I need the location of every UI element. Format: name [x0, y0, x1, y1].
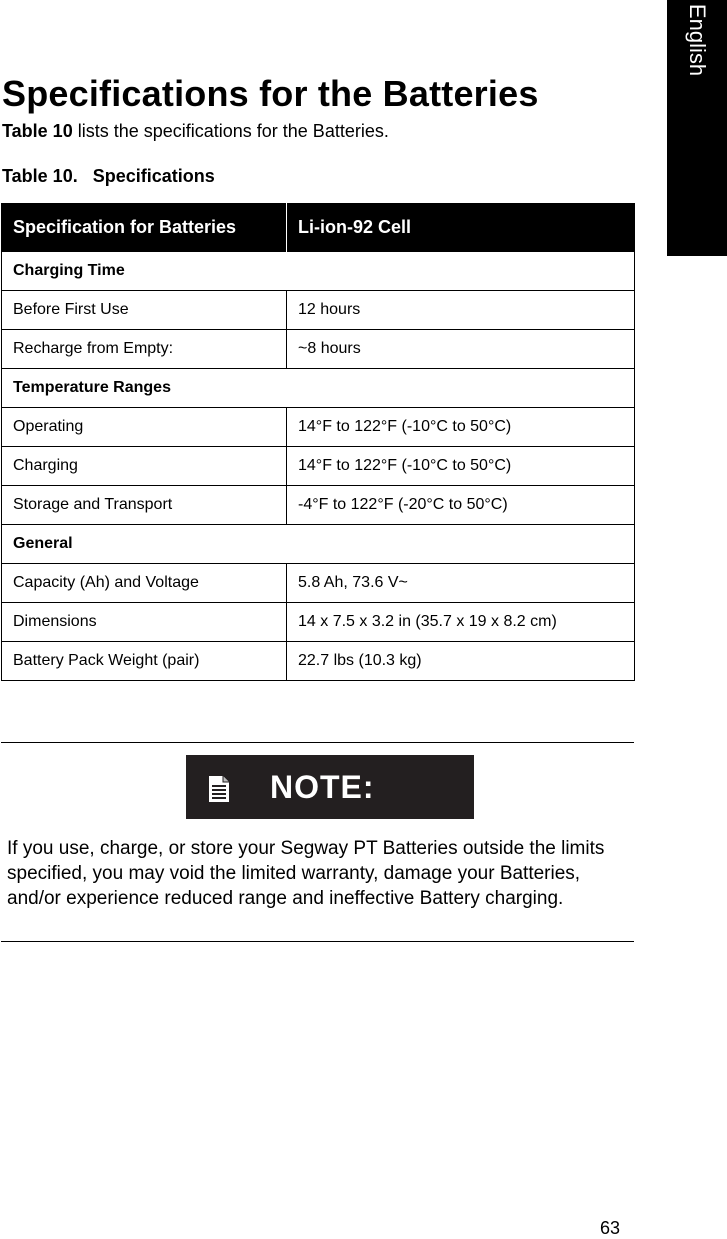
table-reference: Table 10	[2, 121, 73, 141]
spec-label: Battery Pack Weight (pair)	[2, 642, 287, 681]
spec-value: 14°F to 122°F (-10°C to 50°C)	[287, 447, 635, 486]
page-title: Specifications for the Batteries	[2, 73, 539, 114]
spec-label: Dimensions	[2, 603, 287, 642]
spec-value: 5.8 Ah, 73.6 V~	[287, 564, 635, 603]
spec-value: 14 x 7.5 x 3.2 in (35.7 x 19 x 8.2 cm)	[287, 603, 635, 642]
document-icon	[208, 775, 230, 803]
note-text: If you use, charge, or store your Segway PT Batteries outside the limits specified, you may void the limited warranty, damage your Batteries, and/or experience reduced range and ineffective Battery charging.	[7, 838, 605, 909]
spec-value: 22.7 lbs (10.3 kg)	[287, 642, 635, 681]
spec-value: 14°F to 122°F (-10°C to 50°C)	[287, 408, 635, 447]
section-row	[2, 525, 635, 564]
table-row	[2, 330, 635, 369]
spec-value: ~8 hours	[287, 330, 635, 369]
spec-label: Charging	[2, 447, 287, 486]
spec-label: Before First Use	[2, 291, 287, 330]
table-caption: Table 10. Specifications	[2, 166, 215, 186]
spec-label: Storage and Transport	[2, 486, 287, 525]
section-title: Temperature Ranges	[2, 369, 635, 408]
note-bottom-rule	[1, 941, 634, 942]
header-specification: Specification for Batteries	[2, 203, 287, 252]
section-title: Charging Time	[2, 252, 635, 291]
table-row	[2, 408, 635, 447]
header-cell-type: Li-ion-92 Cell	[287, 203, 635, 252]
section-row	[2, 369, 635, 408]
table-row	[2, 486, 635, 525]
spec-label: Recharge from Empty:	[2, 330, 287, 369]
table-row	[2, 291, 635, 330]
spec-label: Capacity (Ah) and Voltage	[2, 564, 287, 603]
note-label: NOTE:	[270, 769, 375, 805]
note-banner	[186, 755, 474, 819]
table-row	[2, 564, 635, 603]
spec-label: Operating	[2, 408, 287, 447]
table-row	[2, 603, 635, 642]
spec-value: -4°F to 122°F (-20°C to 50°C)	[287, 486, 635, 525]
intro-text: lists the specifications for the Batteries.	[72, 121, 389, 141]
section-title: General	[2, 525, 635, 564]
table-header-row	[2, 203, 635, 252]
section-row	[2, 252, 635, 291]
specifications-table	[1, 203, 635, 681]
page-number: 63	[600, 1218, 621, 1238]
table-row	[2, 642, 635, 681]
intro-paragraph	[2, 121, 389, 142]
table-row	[2, 447, 635, 486]
language-tab-label: English	[685, 3, 710, 77]
language-tab	[667, 0, 727, 256]
spec-value: 12 hours	[287, 291, 635, 330]
note-top-rule	[1, 742, 634, 743]
